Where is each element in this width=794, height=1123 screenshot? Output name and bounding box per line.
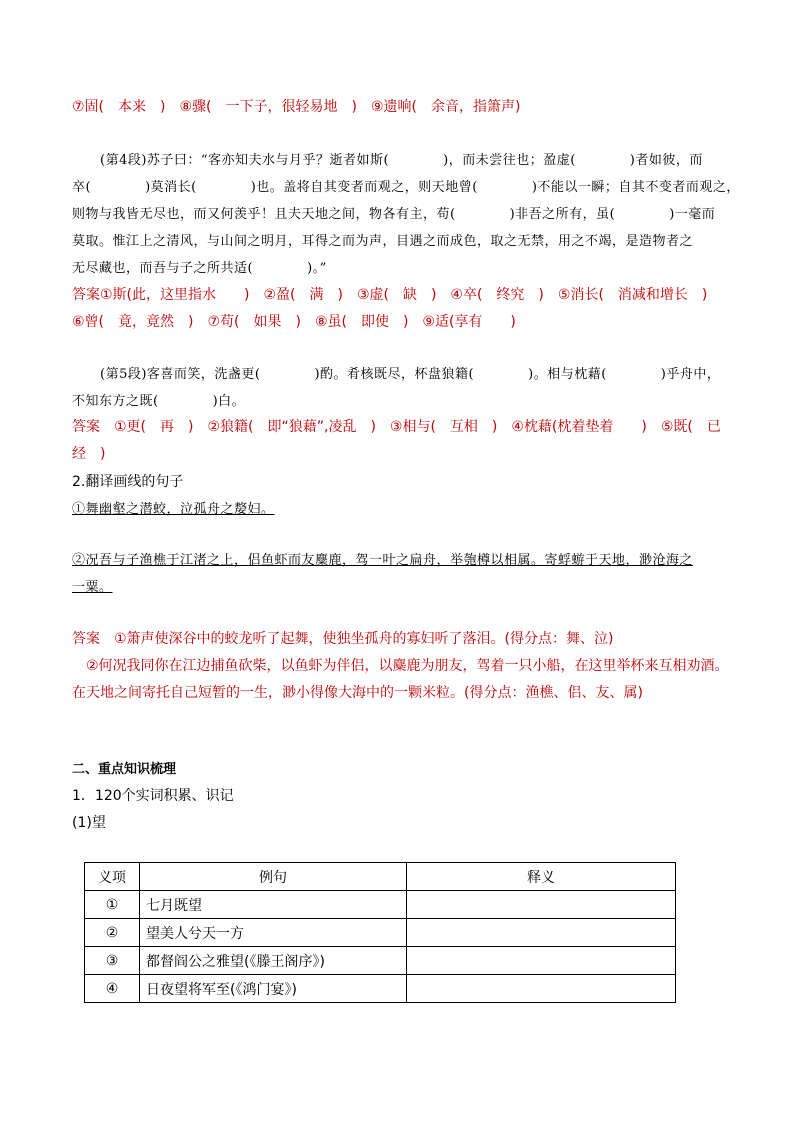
row-number: ④ xyxy=(85,975,140,1003)
answer-line: 经 ) xyxy=(72,446,106,462)
header-sense: 义项 xyxy=(85,863,140,891)
para5-line: (第5段)客喜而笑，洗盏更( )酌。肴核既尽，杯盘狼籍( )。相与枕藉( )乎舟中， xyxy=(100,367,721,382)
answer-line: ⑥曾( 竟，竟然 ) ⑦苟( 如果 ) ⑧虽( 即使 ) ⑨适(享有 ) xyxy=(72,314,516,330)
answer-line: 答案 ①更( 再 ) ②狼籍( 即“狼藉”,凌乱 ) ③相与( 互相 ) ④枕藉(枕着垫着 ) ⑤既( 已 xyxy=(72,419,721,435)
table-row xyxy=(85,947,676,975)
underlined-sentence-1: ①舞幽壑之潜蛟，泣孤舟之嫠妇。 xyxy=(72,502,275,517)
table-row xyxy=(85,975,676,1003)
answer-line: 在天地之间寄托自己短暂的一生，渺小得像大海中的一颗米粒。(得分点：渔樵、侣、友、属) xyxy=(72,685,643,701)
para4-line: 则物与我皆无尽也，而又何羡乎！且夫天地之间，物各有主，苟( )非吾之所有，虽( )一毫而 xyxy=(72,207,716,222)
row-number: ② xyxy=(85,919,140,947)
row-example: 日夜望将军至(《鸿门宴》) xyxy=(140,975,407,1003)
answer-line: 答案 ①箫声使深谷中的蛟龙听了起舞，使独坐孤舟的寡妇听了落泪。(得分点：舞、泣) xyxy=(72,631,614,647)
word-heading: (1)望 xyxy=(72,815,106,831)
section-heading: 二、重点知识梳理 xyxy=(72,762,177,777)
answer-line: 答案①斯(此，这里指水 ) ②盈( 满 ) ③虚( 缺 ) ④卒( 终究 ) ⑤消长( 消减和增长 ) xyxy=(72,287,708,303)
subsection-heading: 1．120个实词积累、识记 xyxy=(72,788,234,804)
row-example: 七月既望 xyxy=(140,891,407,919)
header-example: 例句 xyxy=(140,863,407,891)
row-example: 都督阎公之雅望(《滕王阁序》) xyxy=(140,947,407,975)
para4-line: 卒( )莫消长( )也。盖将自其变者而观之，则天地曾( )不能以一瞬；自其不变者而观之， xyxy=(72,180,740,195)
header-meaning: 释义 xyxy=(407,863,676,891)
para4-line: 无尽藏也，而吾与子之所共适( )。” xyxy=(72,261,327,276)
row-meaning[interactable] xyxy=(407,975,676,1003)
underlined-sentence-2: ②况吾与子渔樵于江渚之上，侣鱼虾而友麋鹿，驾一叶之扁舟，举匏樽以相属。寄蜉蝣于天地，渺沧海之 xyxy=(72,553,694,568)
row-meaning[interactable] xyxy=(407,891,676,919)
row-number: ① xyxy=(85,891,140,919)
answer-line: ②何况我同你在江边捕鱼砍柴，以鱼虾为伴侣，以麋鹿为朋友，驾着一只小船，在这里举杯来互相劝酒。 xyxy=(72,658,729,674)
vocab-answers-line: ⑦固( 本来 ) ⑧骤( 一下子，很轻易地 ) ⑨遗响( 余音，指箫声) xyxy=(72,99,521,115)
table-header-row xyxy=(85,863,676,891)
vocab-table xyxy=(84,862,676,1003)
underlined-sentence-2: 一粟。 xyxy=(72,580,113,595)
translate-title: 2.翻译画线的句子 xyxy=(72,474,184,490)
table-row xyxy=(85,919,676,947)
para5-line: 不知东方之既( )白。 xyxy=(72,394,246,409)
row-example: 望美人兮天一方 xyxy=(140,919,407,947)
row-meaning[interactable] xyxy=(407,947,676,975)
row-meaning[interactable] xyxy=(407,919,676,947)
para4-line: 莫取。惟江上之清风，与山间之明月，耳得之而为声，目遇之而成色，取之无禁，用之不竭，是造物者之 xyxy=(72,234,694,249)
para4-line: (第4段)苏子曰：“客亦知夫水与月乎？逝者如斯( )，而未尝往也；盈虚( )者如彼，而 xyxy=(100,153,703,168)
row-number: ③ xyxy=(85,947,140,975)
table-row xyxy=(85,891,676,919)
